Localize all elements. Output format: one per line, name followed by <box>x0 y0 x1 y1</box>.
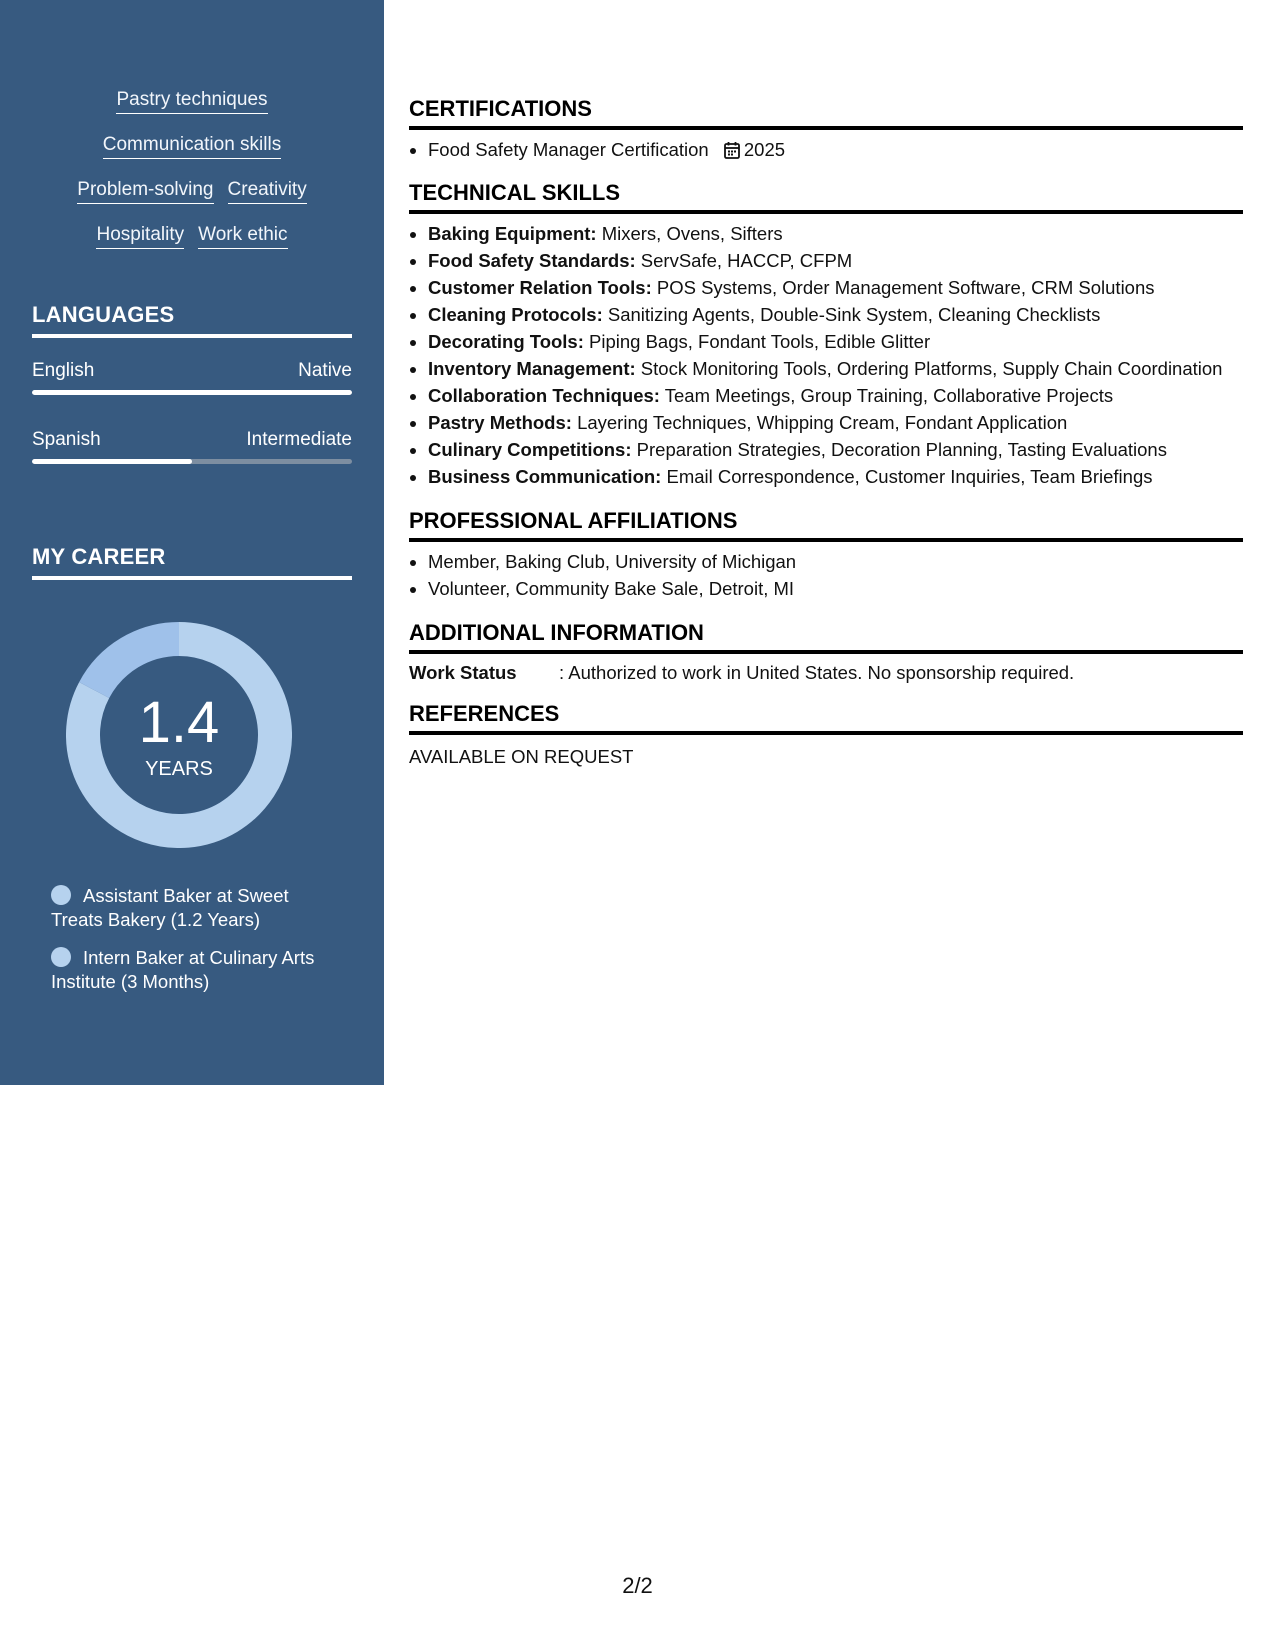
affiliations-heading: PROFESSIONAL AFFILIATIONS <box>409 508 1243 542</box>
skill-category-label: Decorating Tools: <box>428 331 584 352</box>
career-heading: MY CAREER <box>32 544 352 580</box>
career-item-label: Assistant Baker at Sweet Treats Bakery (1.2 Years) <box>51 885 289 930</box>
certification-year: 2025 <box>743 139 786 160</box>
work-status-value: : Authorized to work in United States. No sponsorship required. <box>559 662 1075 683</box>
language-bar-english <box>32 390 352 395</box>
list-item: • Member, Baking Club, University of Michigan <box>428 548 1275 575</box>
languages-heading: LANGUAGES <box>32 302 352 338</box>
skill-category-label: Business Communication: <box>428 466 662 487</box>
skill-category-label: Collaboration Techniques: <box>428 385 660 406</box>
list-item <box>428 220 1275 247</box>
list-item <box>428 274 1275 301</box>
work-status-label: Work Status <box>409 662 517 683</box>
legend-dot-icon <box>51 885 71 905</box>
skill-row <box>0 224 384 249</box>
language-row-spanish <box>32 429 352 451</box>
skill-tag: Creativity <box>228 179 307 204</box>
list-item <box>428 247 1275 274</box>
certifications-heading: CERTIFICATIONS <box>409 96 1243 130</box>
list-item <box>428 328 1275 355</box>
skill-row <box>0 179 384 204</box>
skill-category-label: Cleaning Protocols: <box>428 304 603 325</box>
career-item <box>51 884 341 932</box>
skill-category-value: Email Correspondence, Customer Inquiries, Team Briefings <box>666 466 1153 487</box>
work-status-row <box>409 662 1249 686</box>
calendar-icon <box>724 139 740 166</box>
language-row-english <box>32 360 352 382</box>
language-name: English <box>32 360 95 381</box>
sidebar <box>0 0 384 1085</box>
legend-dot-icon <box>51 947 71 967</box>
affiliations-list <box>409 548 1275 602</box>
list-item <box>428 409 1275 436</box>
career-total-unit: YEARS <box>145 758 213 780</box>
skill-category-label: Customer Relation Tools: <box>428 277 652 298</box>
skill-tag: Hospitality <box>96 224 184 249</box>
language-level: Intermediate <box>246 429 352 450</box>
skill-category-label: Inventory Management: <box>428 358 636 379</box>
skill-category-value: Preparation Strategies, Decoration Planning, Tasting Evaluations <box>636 439 1167 460</box>
language-bar-spanish <box>32 459 352 464</box>
list-item <box>428 355 1275 382</box>
language-bar-fill <box>32 390 352 395</box>
list-item <box>428 436 1275 463</box>
skill-category-value: Sanitizing Agents, Double-Sink System, Cleaning Checklists <box>607 304 1101 325</box>
skill-category-value: Layering Techniques, Whipping Cream, Fondant Application <box>577 412 1068 433</box>
skill-category-label: Culinary Competitions: <box>428 439 632 460</box>
skill-category-value: POS Systems, Order Management Software, CRM Solutions <box>656 277 1155 298</box>
skill-category-value: ServSafe, HACCP, CFPM <box>640 250 853 271</box>
language-bar-fill <box>32 459 192 464</box>
skill-tag: Work ethic <box>198 224 287 249</box>
technical-skills-heading: TECHNICAL SKILLS <box>409 180 1243 214</box>
career-donut <box>66 622 292 848</box>
skill-row <box>0 134 384 159</box>
language-level: Native <box>298 360 352 381</box>
list-item <box>428 382 1275 409</box>
skill-tag: Communication skills <box>103 134 281 159</box>
references-text: AVAILABLE ON REQUEST <box>409 746 634 767</box>
list-item: • Volunteer, Community Bake Sale, Detroit, MI <box>428 575 1275 602</box>
skill-row <box>0 89 384 114</box>
page-number: 2/2 <box>622 1573 653 1598</box>
skill-category-value: Team Meetings, Group Training, Collaborative Projects <box>664 385 1114 406</box>
skill-category-value: Mixers, Ovens, Sifters <box>601 223 783 244</box>
certifications-list <box>409 136 1275 166</box>
list-item <box>428 301 1275 328</box>
list-item <box>428 463 1275 490</box>
skill-category-value: Piping Bags, Fondant Tools, Edible Glitter <box>589 331 931 352</box>
career-item-label: Intern Baker at Culinary Arts Institute (3 Months) <box>51 947 315 992</box>
career-total-value: 1.4 <box>138 690 220 755</box>
skill-category-label: Pastry Methods: <box>428 412 572 433</box>
certification-name: Food Safety Manager Certification <box>428 139 709 160</box>
additional-info-heading: ADDITIONAL INFORMATION <box>409 620 1243 654</box>
skill-category-value: Stock Monitoring Tools, Ordering Platforms, Supply Chain Coordination <box>640 358 1223 379</box>
skill-category-label: Baking Equipment: <box>428 223 597 244</box>
skill-category-label: Food Safety Standards: <box>428 250 636 271</box>
skill-tag: Pastry techniques <box>116 89 267 114</box>
language-name: Spanish <box>32 429 101 450</box>
references-heading: REFERENCES <box>409 701 1243 735</box>
career-item <box>51 946 341 994</box>
list-item <box>428 136 1275 166</box>
skill-tag: Problem-solving <box>77 179 213 204</box>
technical-skills-list <box>409 220 1275 490</box>
